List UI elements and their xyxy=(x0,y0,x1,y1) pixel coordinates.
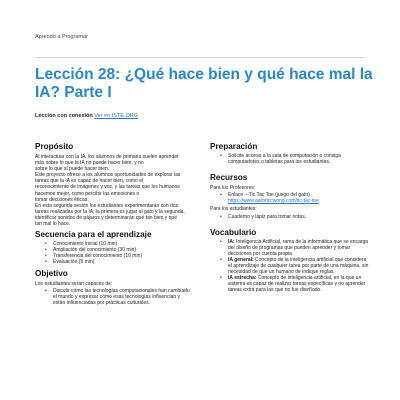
proposito-line: sobre lo que sí puede hacer bien. xyxy=(35,166,110,173)
list-item: • Ampliación del conocimiento (30 min) xyxy=(53,247,193,253)
section-heading-proposito: Propósito xyxy=(35,142,74,151)
section-heading-recursos: Recursos xyxy=(210,173,248,183)
list-item: • Enlace – Tic Tac Toe (juego del gato) xyxy=(228,192,370,198)
vocab-item xyxy=(228,239,370,257)
proposito-line: más sobre lo que la IA no puede hacer bien, y no xyxy=(35,160,144,167)
page-header: Aprendo a Programar xyxy=(35,34,88,40)
tic-tac-toe-link[interactable]: https://www.aaronccwong.com/tic-tac-toe xyxy=(228,198,319,205)
estudiantes-label: Para los estudiantes: xyxy=(210,206,257,213)
vocab-term: IA: xyxy=(228,238,235,245)
profesores-list xyxy=(210,192,370,198)
section-heading-preparacion: Preparación xyxy=(210,142,258,151)
vocab-term: IA estrecha: xyxy=(228,275,257,282)
vocabulario-list xyxy=(210,239,370,294)
vocab-item xyxy=(228,275,370,293)
list-item: • Solicite acceso a la sala de computación o consiga computadores o tabletas para los estudiantes. xyxy=(228,153,370,165)
section-heading-vocabulario: Vocabulario xyxy=(210,227,257,237)
list-item: • Evaluación (5 min) xyxy=(53,259,193,265)
estudiantes-list xyxy=(210,214,370,220)
lesson-title: Lección 28: ¿Qué hace bien y qué hace mal la IA? Parte I xyxy=(35,66,373,101)
list-item: • Conocimiento inicial (10 min) xyxy=(53,241,193,247)
header-divider xyxy=(35,57,365,58)
proposito-line: identificar sonidos de pájaros y determinarán qué tan bien y qué xyxy=(35,214,178,221)
connection-line xyxy=(35,113,138,119)
section-heading-objetivo: Objetivo xyxy=(35,268,68,278)
proposito-line: hacemos mejor, como percibir las emociones o xyxy=(35,190,140,197)
list-item: • Transferencia del conocimiento (10 min) xyxy=(53,253,193,259)
proposito-line: tareas que la IA es capaz de hacer bien, como el xyxy=(35,178,144,185)
secuencia-list xyxy=(35,241,193,265)
connection-label: Lección con conexión xyxy=(35,113,93,119)
proposito-line: tareas realizadas por la IA; la primera es jugar al gato y la segunda, xyxy=(35,208,185,215)
proposito-line: Al interactuar con la IA, los alumnos de primaria suelen aprender xyxy=(35,154,179,160)
proposito-line: Este proyecto ofrece a los alumnos oportunidades de explorar las xyxy=(35,172,181,179)
proposito-line: En esta segunda sesión los estudiantes experimentarán con dos xyxy=(35,202,179,209)
proposito-line: tomar decisiones éticas. xyxy=(35,196,89,203)
preparacion-list xyxy=(210,153,370,165)
profesores-label: Para los Profesores: xyxy=(210,185,256,192)
vocab-definition: Inteligencia Artificial, rama de la informática que se encarga del diseño de programas que pueden aprender y tomar decisiones por cuenta propia. xyxy=(228,238,369,257)
vocab-term: IA general: xyxy=(228,256,254,263)
list-item: • Discutir cómo las tecnologías computacionales han cambiado el mundo y expresar cómo esas tecnologías influencian y están influenciadas por prácticas culturales. xyxy=(53,288,193,306)
vocab-item xyxy=(228,257,370,275)
objetivo-list xyxy=(35,288,193,306)
section-heading-secuencia: Secuencia para el aprendizaje xyxy=(35,230,152,240)
objetivo-intro: Los estudiantes serán capaces de: xyxy=(35,280,113,287)
left-column xyxy=(35,142,193,309)
proposito-line: tan mal lo hace. xyxy=(35,221,71,228)
vocab-definition: Concepto de la inteligencia artificial que considera el aprendizaje de cualquier tarea por parte de una máquina, sin necesidad de que un humano de indique reglas. xyxy=(228,256,369,276)
right-column xyxy=(210,142,370,297)
proposito-text xyxy=(35,154,193,227)
iste-link[interactable]: Ver en ISTE.ORG xyxy=(94,113,139,119)
list-item: • Cuaderno y lápiz para tomar notas. xyxy=(228,214,370,220)
vocab-definition: Concepto de inteligencia artificial, en la que un sistema es capaz de realizar tareas específicas y no aprender tareas extra para las que no fue diseñado. xyxy=(228,275,366,294)
proposito-line: reconocimiento de imágenes y voz, y las tareas que los humanos xyxy=(35,184,180,191)
